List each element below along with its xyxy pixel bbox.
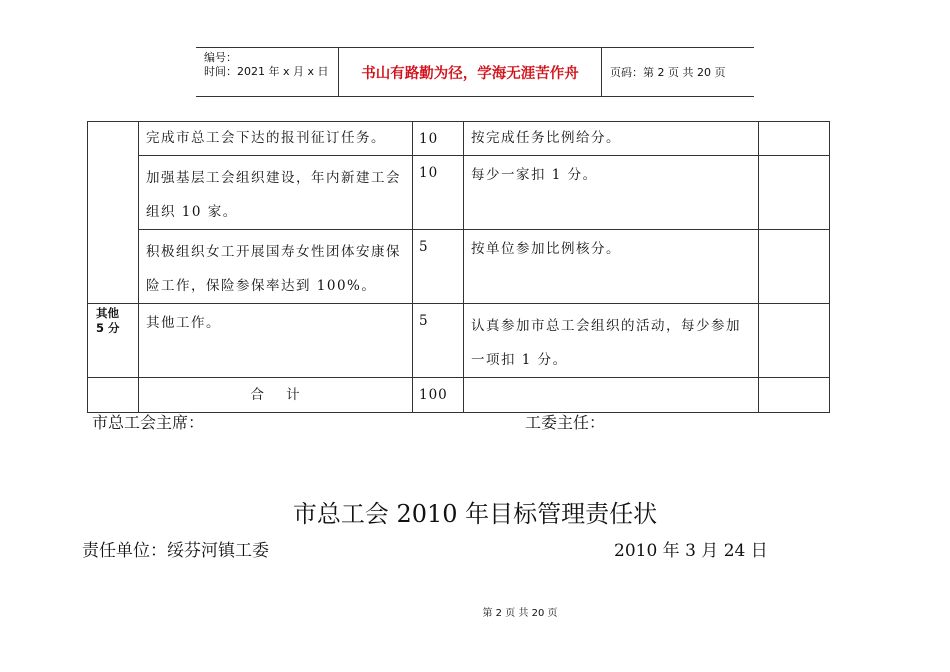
item-score: 10 (413, 156, 464, 230)
director-signature-label: 工委主任： (525, 413, 606, 432)
chairman-signature-label: 市总工会主席： (92, 413, 205, 432)
total-score: 100 (413, 378, 464, 413)
item-score: 5 (413, 304, 464, 378)
table-row (88, 122, 830, 156)
table-row (88, 156, 830, 230)
document-title: 市总工会 2010 年目标管理责任状 (292, 500, 658, 528)
table-row (88, 304, 830, 378)
total-label: 合 计 (139, 378, 413, 413)
total-category-cell (88, 378, 139, 413)
item-result (759, 122, 830, 156)
item-criteria: 每少一家扣 1 分。 (464, 156, 759, 230)
header-page-label: 页码：第 2 页 共 20 页 (610, 66, 726, 79)
item-text: 积极组织女工开展国寿女性团体安康保险工作，保险参保率达到 100%。 (139, 230, 413, 304)
responsible-unit: 责任单位：绥芬河镇工委 (82, 541, 269, 561)
item-result (759, 156, 830, 230)
document-date: 2010 年 3 月 24 日 (614, 541, 768, 561)
item-result (759, 304, 830, 378)
item-score: 10 (413, 122, 464, 156)
header-meta (196, 48, 339, 96)
page-footer: 第 2 页 共 20 页 (482, 608, 558, 619)
item-criteria: 按单位参加比例核分。 (464, 230, 759, 304)
time-label: 时间：2021 年 x 月 x 日 (204, 65, 329, 78)
total-criteria-cell (464, 378, 759, 413)
table-row (88, 230, 830, 304)
item-score: 5 (413, 230, 464, 304)
category-label: 其他 5 分 (88, 304, 139, 378)
number-label: 编号： (204, 51, 237, 64)
page-header (196, 47, 754, 97)
total-row (88, 378, 830, 413)
item-text: 加强基层工会组织建设，年内新建工会组织 10 家。 (139, 156, 413, 230)
total-result-cell (759, 378, 830, 413)
item-criteria: 认真参加市总工会组织的活动，每少参加一项扣 1 分。 (464, 304, 759, 378)
header-motto: 书山有路勤为径，学海无涯苦作舟 (339, 48, 602, 96)
score-table (87, 121, 830, 413)
category-cell (88, 122, 139, 304)
item-result (759, 230, 830, 304)
item-text: 完成市总工会下达的报刊征订任务。 (139, 122, 413, 156)
item-criteria: 按完成任务比例给分。 (464, 122, 759, 156)
item-text: 其他工作。 (139, 304, 413, 378)
